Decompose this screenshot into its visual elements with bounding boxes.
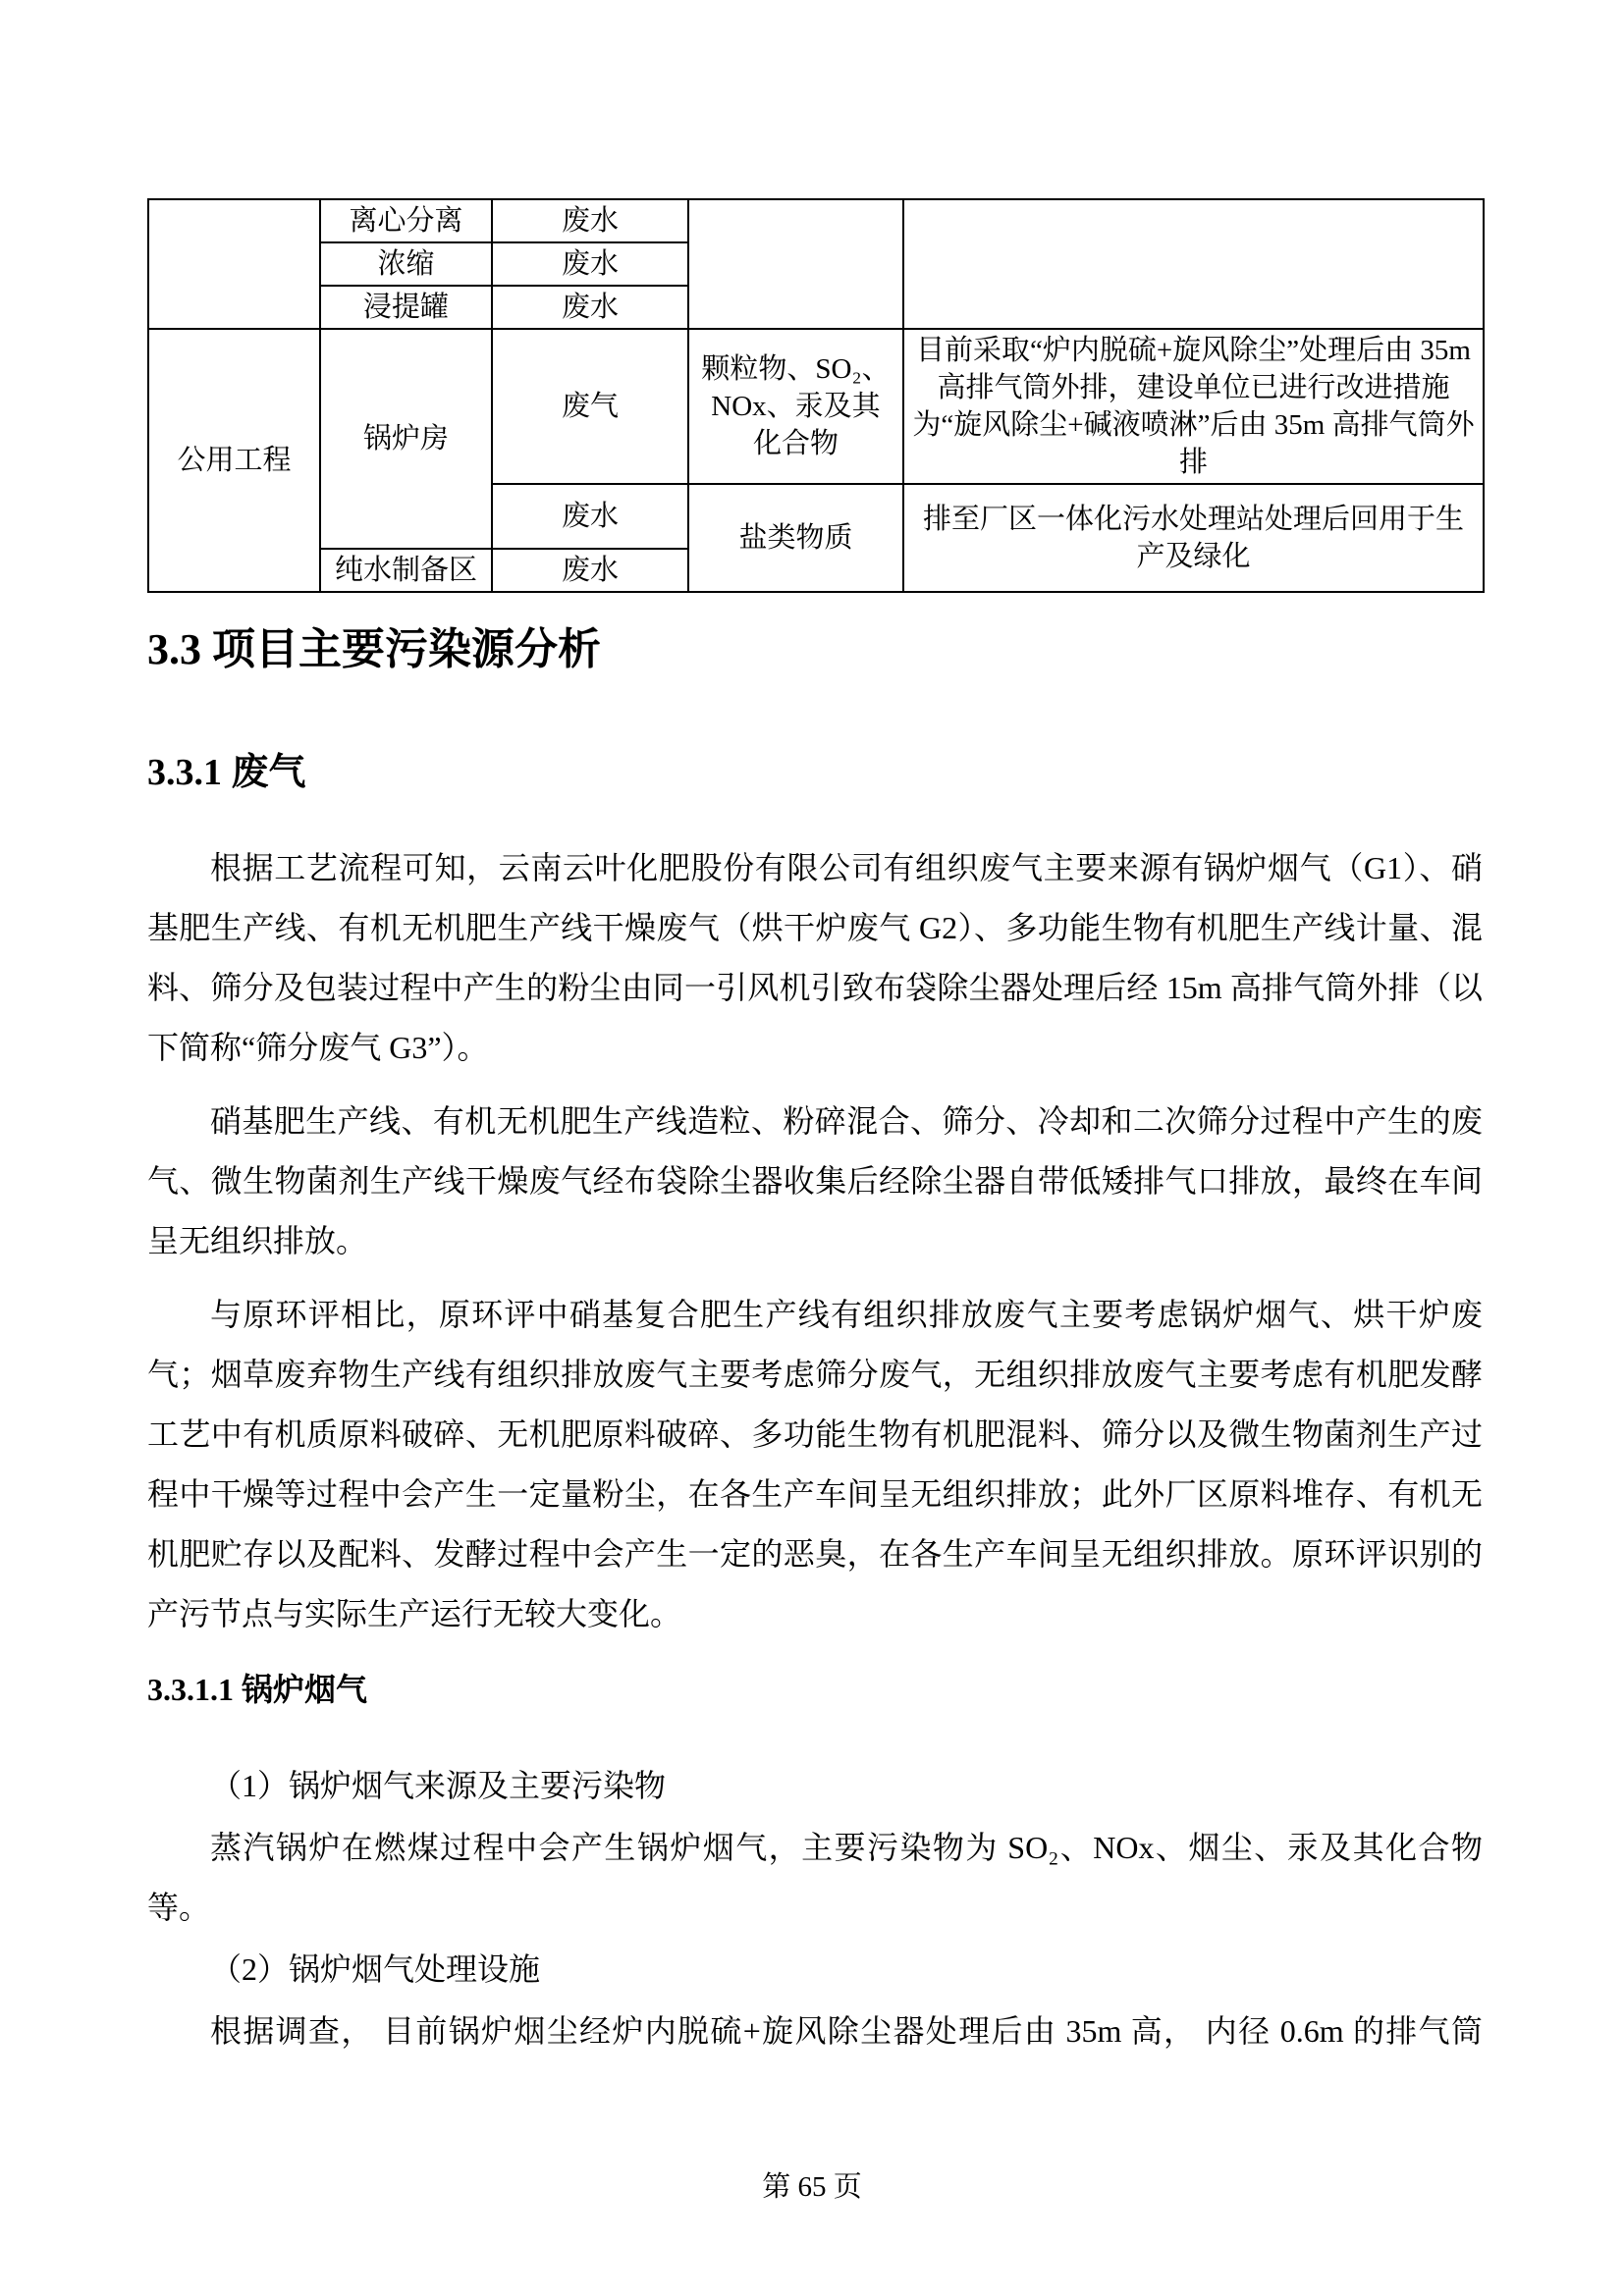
table-cell-pollutants: 颗粒物、SO₂、NOx、汞及其化合物 [688,329,903,484]
table-cell-empty [688,199,903,329]
subsection-heading-3-3-1-1: 3.3.1.1 锅炉烟气 [147,1672,368,1707]
table-cell-process: 浸提罐 [320,286,492,329]
table-row [148,329,1484,484]
list-item-boiler-gas-source: （1）锅炉烟气来源及主要污染物 [210,1768,667,1803]
table-cell-waste-type: 废水 [492,199,688,242]
table-cell-empty [148,199,320,329]
paragraph-waste-gas-sources: 根据工艺流程可知，云南云叶化肥股份有限公司有组织废气主要来源有锅炉烟气（G1）、硝基肥生产线、有机无机肥生产线干燥废气（烘干炉废气 G2）、多功能生物有机肥生产线计量、混料、筛分及包装过程中产生的粉尘由同一引风机引致布袋除尘器处理后经 15m 高排气筒外排（以下简称“筛分废气 G3”）。 [147,850,1483,1065]
pollution-source-table [147,198,1485,593]
table-cell-process: 锅炉房 [320,329,492,549]
subsection-heading-3-3-1: 3.3.1 废气 [147,752,306,793]
table-cell-category: 公用工程 [148,329,320,592]
table-row [148,199,1484,242]
table-cell-waste-type: 废水 [492,242,688,286]
paragraph-boiler-pollutants: 蒸汽锅炉在燃煤过程中会产生锅炉烟气，主要污染物为 SO₂、NOx、烟尘、汞及其化合物等。 [147,1830,1483,1925]
page-number: 第 65 页 [762,2171,862,2203]
table-cell-pollutants: 盐类物质 [688,484,903,592]
table-cell-waste-type: 废水 [492,484,688,549]
list-item-boiler-gas-treatment: （2）锅炉烟气处理设施 [210,1951,541,1987]
table-cell-waste-type: 废水 [492,549,688,592]
paragraph-unorganized-emissions: 硝基肥生产线、有机无机肥生产线造粒、粉碎混合、筛分、冷却和二次筛分过程中产生的废气、微生物菌剂生产线干燥废气经布袋除尘器收集后经除尘器自带低矮排气口排放，最终在车间呈无组织排放。 [147,1103,1483,1258]
table-cell-treatment: 排至厂区一体化污水处理站处理后回用于生产及绿化 [903,484,1484,592]
paragraph-comparison-original-eia: 与原环评相比，原环评中硝基复合肥生产线有组织排放废气主要考虑锅炉烟气、烘干炉废气；烟草废弃物生产线有组织排放废气主要考虑筛分废气，无组织排放废气主要考虑有机肥发酵工艺中有机质原料破碎、无机肥原料破碎、多功能生物有机肥混料、筛分以及微生物菌剂生产过程中干燥等过程中会产生一定量粉尘，在各生产车间呈无组织排放；此外厂区原料堆存、有机无机肥贮存以及配料、发酵过程中会产生一定的恶臭，在各生产车间呈无组织排放。原环评识别的产污节点与实际生产运行无较大变化。 [147,1297,1483,1631]
section-heading-3-3: 3.3 项目主要污染源分析 [147,625,601,673]
document-content [147,0,1483,2063]
table-cell-empty [903,199,1484,329]
table-cell-process: 离心分离 [320,199,492,242]
table-cell-treatment: 目前采取“炉内脱硫+旋风除尘”处理后由 35m 高排气筒外排，建设单位已进行改进措施为“旋风除尘+碱液喷淋”后由 35m 高排气筒外排 [903,329,1484,484]
table-cell-waste-type: 废气 [492,329,688,484]
table-cell-process: 纯水制备区 [320,549,492,592]
table-cell-process: 浓缩 [320,242,492,286]
table-cell-waste-type: 废水 [492,286,688,329]
paragraph-boiler-treatment-detail: 根据调查， 目前锅炉烟尘经炉内脱硫+旋风除尘器处理后由 35m 高， 内径 0.6m 的排气筒 [210,2013,1483,2049]
